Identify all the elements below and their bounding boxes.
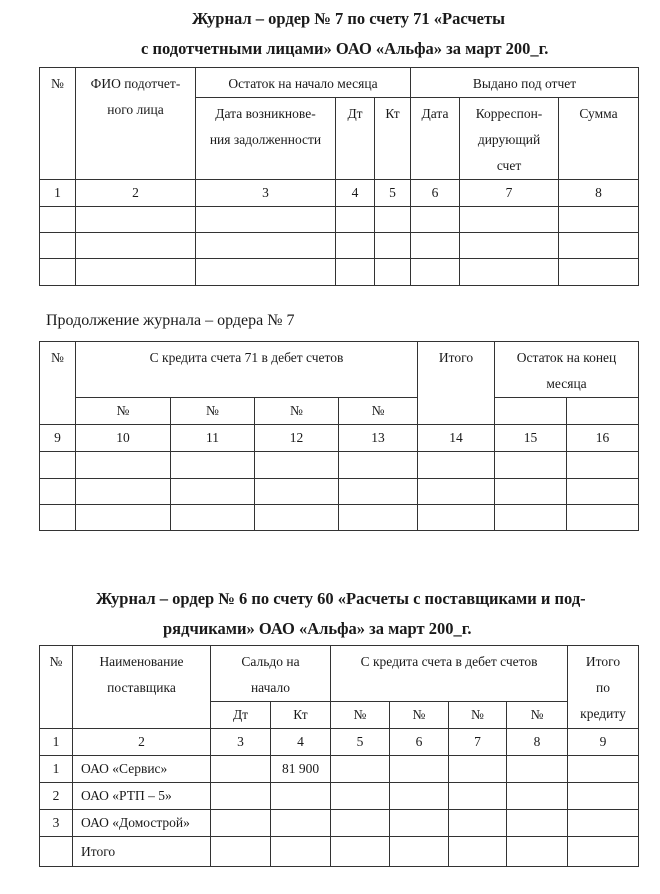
col-number: 9 (40, 425, 76, 452)
header-date-origin (196, 98, 336, 180)
col-number: 2 (73, 729, 211, 756)
header-balance-end (495, 342, 639, 398)
header-saldo-line1: Сальдо на (241, 654, 300, 669)
header-corr-line1: Корреспон- (475, 106, 543, 121)
header-credit-60: С кредита счета в дебет счетов (331, 646, 568, 702)
row-num: 3 (40, 810, 73, 837)
supplier-name: ОАО «Домострой» (73, 810, 211, 837)
table-row (40, 207, 639, 233)
saldo-kt-value (271, 783, 331, 810)
sub-header-num: № (255, 398, 339, 425)
journal6-title-line2: рядчиками» ОАО «Альфа» за март 200_г. (163, 619, 472, 638)
header-corr-line2: дирующий (477, 132, 541, 147)
supplier-name: ОАО «РТП – 5» (73, 783, 211, 810)
header-saldo-start (211, 646, 331, 702)
col-number: 9 (568, 729, 639, 756)
col-number: 10 (76, 425, 171, 452)
header-date-origin-line2: ния задолженности (209, 132, 322, 147)
col-number: 15 (495, 425, 567, 452)
header-date-origin-line1: Дата возникнове- (215, 106, 316, 121)
col-number: 14 (418, 425, 495, 452)
journal7-table (39, 67, 639, 286)
journal7-title-line1: Журнал – ордер № 7 по счету 71 «Расчеты (192, 9, 505, 28)
continuation7-heading: Продолжение журнала – ордера № 7 (46, 312, 295, 329)
sub-header-num: № (390, 702, 449, 729)
header-kt: Кт (375, 98, 411, 180)
supplier-name: ОАО «Сервис» (73, 756, 211, 783)
table-row (40, 756, 639, 783)
saldo-kt-value (271, 837, 331, 867)
header-num: № (40, 342, 76, 425)
header-date: Дата (411, 98, 460, 180)
header-dt: Дт (211, 702, 271, 729)
col-number: 12 (255, 425, 339, 452)
col-number: 3 (196, 180, 336, 207)
sub-header-num: № (507, 702, 568, 729)
col-number: 7 (460, 180, 559, 207)
col-number: 3 (211, 729, 271, 756)
header-name-line2: поставщика (107, 680, 176, 695)
continuation7-table (39, 341, 639, 531)
row-num (40, 837, 73, 867)
supplier-name: Итого (73, 837, 211, 867)
journal6-table (39, 645, 639, 867)
header-total-credit (568, 646, 639, 729)
row-num: 1 (40, 756, 73, 783)
sub-header-num: № (449, 702, 507, 729)
row-num: 2 (40, 783, 73, 810)
column-number-row (40, 180, 639, 207)
saldo-kt-value: 81 900 (271, 756, 331, 783)
saldo-kt-value (271, 810, 331, 837)
header-total-line3: кредиту (580, 706, 626, 721)
col-number: 6 (411, 180, 460, 207)
header-total-line1: Итого (585, 654, 621, 669)
sub-header-num: № (76, 398, 171, 425)
header-fio (76, 68, 196, 180)
table-row (40, 479, 639, 505)
col-number: 16 (567, 425, 639, 452)
header-balance-end-line1: Остаток на конец (516, 350, 617, 365)
table-row (40, 452, 639, 479)
sub-header-num: № (331, 702, 390, 729)
column-number-row (40, 729, 639, 756)
journal7-title-line2: с подотчетными лицами» ОАО «Альфа» за март 200_г. (141, 39, 549, 58)
header-name-line1: Наименование (99, 654, 184, 669)
header-fio-line2: ного лица (107, 102, 164, 117)
header-num: № (40, 646, 73, 729)
col-number: 5 (375, 180, 411, 207)
sub-header-num: № (171, 398, 255, 425)
col-number: 5 (331, 729, 390, 756)
col-number: 11 (171, 425, 255, 452)
header-kt: Кт (271, 702, 331, 729)
col-number: 4 (271, 729, 331, 756)
col-number: 1 (40, 180, 76, 207)
table-row-total (40, 837, 639, 867)
header-total-line2: по (596, 680, 610, 695)
col-number: 6 (390, 729, 449, 756)
header-supplier-name (73, 646, 211, 729)
col-number: 8 (559, 180, 639, 207)
table-row (40, 810, 639, 837)
header-balance-start: Остаток на начало месяца (196, 68, 411, 98)
header-saldo-line2: начало (250, 680, 291, 695)
table-row (40, 505, 639, 531)
header-balance-end-line2: месяца (546, 376, 587, 391)
header-num: № (40, 68, 76, 180)
col-number: 13 (339, 425, 418, 452)
col-number: 1 (40, 729, 73, 756)
header-credit-71: С кредита счета 71 в дебет счетов (76, 342, 418, 398)
col-number: 2 (76, 180, 196, 207)
header-dt: Дт (336, 98, 375, 180)
column-number-row (40, 425, 639, 452)
col-number: 7 (449, 729, 507, 756)
journal6-title-line1: Журнал – ордер № 6 по счету 60 «Расчеты с поставщиками и под- (96, 589, 586, 608)
header-sum: Сумма (559, 98, 639, 180)
col-number: 4 (336, 180, 375, 207)
table-row (40, 259, 639, 286)
col-number: 8 (507, 729, 568, 756)
sub-header-num: № (339, 398, 418, 425)
header-fio-line1: ФИО подотчет- (90, 76, 181, 91)
header-corr-account (460, 98, 559, 180)
table-row (40, 233, 639, 259)
header-issued: Выдано под отчет (411, 68, 639, 98)
header-corr-line3: счет (496, 158, 522, 173)
header-total: Итого (418, 342, 495, 425)
table-row (40, 783, 639, 810)
